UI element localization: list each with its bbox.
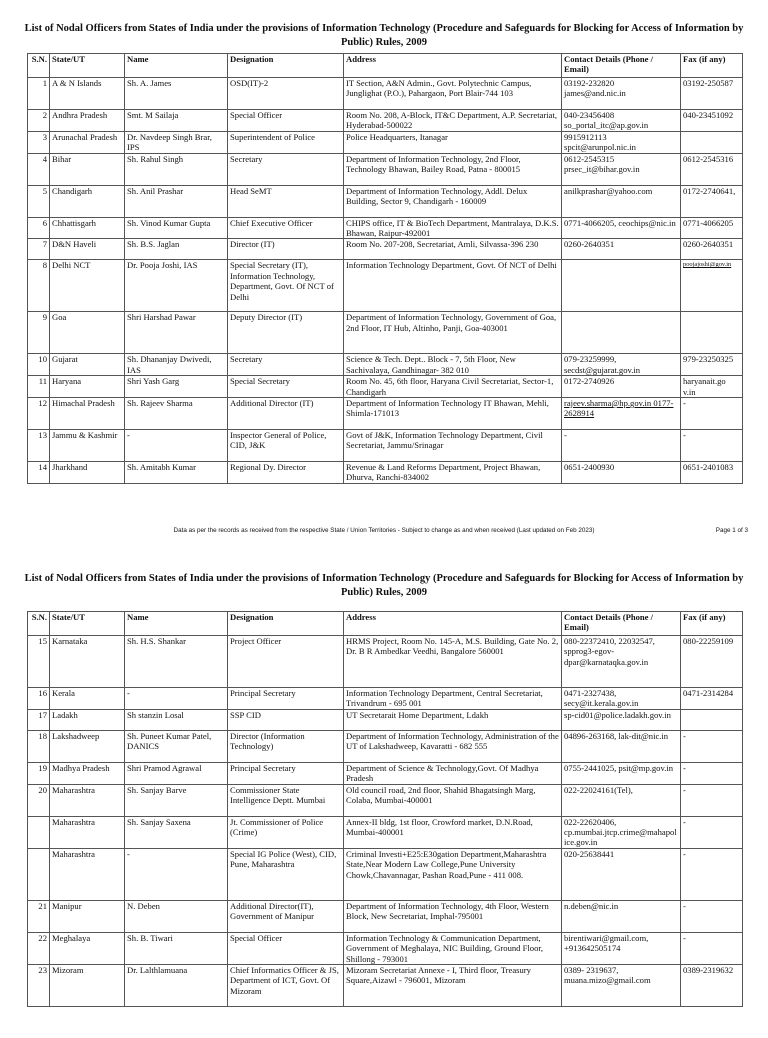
cell-fax: 0771-4066205 bbox=[681, 217, 743, 239]
cell-name: Sh. Vinod Kumar Gupta bbox=[125, 217, 228, 239]
nodal-officers-table bbox=[27, 611, 743, 1007]
header-fax: Fax (if any) bbox=[681, 54, 743, 78]
cell-fax: - bbox=[681, 784, 743, 816]
cell-state: Jharkhand bbox=[50, 462, 125, 484]
table-row bbox=[28, 110, 743, 132]
table-row bbox=[28, 688, 743, 710]
table-row bbox=[28, 784, 743, 816]
cell-state: Lakshadweep bbox=[50, 730, 125, 762]
cell-address: Department of Information Technology IT Bhawan, Mehli, Shimla-171013 bbox=[344, 398, 562, 430]
cell-designation: Superintendent of Police bbox=[228, 131, 344, 153]
cell-address: IT Section, A&N Admin., Govt. Polytechnic Campus, Junglighat (P.O.), Pahargaon, Port Blair-744 103 bbox=[344, 78, 562, 110]
table-row bbox=[28, 398, 743, 430]
cell-designation: Special Secretary (IT), Information Technology, Department, Govt. Of NCT of Delhi bbox=[228, 260, 344, 312]
cell-address: Science & Tech. Dept.. Block - 7, 5th Floor, New Sachivalaya, Gandhinagar- 382 010 bbox=[344, 354, 562, 376]
cell-name: Shri Pramod Agrawal bbox=[125, 762, 228, 784]
cell-contact: 080-22372410, 22032547, spprog3-egov-dpar@karnataqka.gov.in bbox=[562, 636, 681, 688]
table-header-row bbox=[28, 54, 743, 78]
cell-sn: 15 bbox=[28, 636, 50, 688]
header-contact: Contact Details (Phone / Email) bbox=[562, 612, 681, 636]
cell-contact: n.deben@nic.in bbox=[562, 900, 681, 932]
cell-name: Dr. Pooja Joshi, IAS bbox=[125, 260, 228, 312]
table-row bbox=[28, 709, 743, 730]
cell-name: - bbox=[125, 848, 228, 900]
cell-address: Department of Information Technology, 4th Floor, Western Block, New Secretariat, Imphal-795001 bbox=[344, 900, 562, 932]
cell-address: Criminal Investi+E25:E30gation Department,Maharashtra State,Near Modern Law College,Pune University Chowk,Chavannagar, Pashan Road,Pune - 411 008. bbox=[344, 848, 562, 900]
cell-contact: rajeev.sharma@hp.gov.in 0177- 2628914 bbox=[562, 398, 681, 430]
cell-designation: Director (IT) bbox=[228, 239, 344, 260]
footer-note: Data as per the records as received from the respective State / Union Territories - Subject to change as and when received (Last updated on Feb 2023) bbox=[173, 527, 595, 534]
cell-contact: 0389- 2319637, muana.mizo@gmail.com bbox=[562, 965, 681, 1007]
cell-designation: Commissioner State Intelligence Deptt. Mumbai bbox=[228, 784, 344, 816]
cell-fax: - bbox=[681, 900, 743, 932]
cell-address: UT Secretarait Home Department, Ldakh bbox=[344, 709, 562, 730]
cell-address: Mizoram Secretariat Annexe - I, Third floor, Treasury Square,Aizawl - 796001, Mizoram bbox=[344, 965, 562, 1007]
cell-designation: Special Officer bbox=[228, 110, 344, 132]
table-row bbox=[28, 153, 743, 185]
cell-state: A & N Islands bbox=[50, 78, 125, 110]
cell-name: Sh. A. James bbox=[125, 78, 228, 110]
cell-designation: Jt. Commissioner of Police (Crime) bbox=[228, 816, 344, 848]
cell-address: Department of Information Technology, 2nd Floor, Technology Bhawan, Bailey Road, Patna - 800015 bbox=[344, 153, 562, 185]
cell-fax: haryanait.go v.in bbox=[681, 376, 743, 398]
cell-designation: Chief Informatics Officer & JS, Department of ICT, Govt. Of Mizoram bbox=[228, 965, 344, 1007]
cell-name: Sh. Rahul Singh bbox=[125, 153, 228, 185]
cell-state: Gujarat bbox=[50, 354, 125, 376]
cell-designation: Director (Information Technology) bbox=[228, 730, 344, 762]
table-row bbox=[28, 430, 743, 462]
cell-address: Room No. 45, 6th floor, Haryana Civil Secretariat, Sector-1, Chandigarh bbox=[344, 376, 562, 398]
cell-name: Sh. B. Tiwari bbox=[125, 932, 228, 964]
header-name: Name bbox=[125, 612, 228, 636]
cell-name: Sh stanzin Losal bbox=[125, 709, 228, 730]
cell-state: Delhi NCT bbox=[50, 260, 125, 312]
cell-fax: 03192-250587 bbox=[681, 78, 743, 110]
cell-name: Smt. M Sailaja bbox=[125, 110, 228, 132]
cell-name: Shri Harshad Pawar bbox=[125, 312, 228, 354]
header-sn: S.N. bbox=[28, 54, 50, 78]
header-contact: Contact Details (Phone / Email) bbox=[562, 54, 681, 78]
cell-fax: 979-23250325 bbox=[681, 354, 743, 376]
cell-state: Goa bbox=[50, 312, 125, 354]
cell-name: Dr. Navdeep Singh Brar, IPS bbox=[125, 131, 228, 153]
cell-designation: Secretary bbox=[228, 354, 344, 376]
table-row bbox=[28, 848, 743, 900]
cell-state: Maharashtra bbox=[50, 848, 125, 900]
cell-contact: 022-22620406, cp.mumbai.jtcp.crime@mahapolice.gov.in bbox=[562, 816, 681, 848]
cell-contact bbox=[562, 312, 681, 354]
cell-sn: 21 bbox=[28, 900, 50, 932]
table-row bbox=[28, 816, 743, 848]
page-number: Page 1 of 3 bbox=[715, 527, 748, 534]
cell-name: Sh. Sanjay Saxena bbox=[125, 816, 228, 848]
cell-sn: 18 bbox=[28, 730, 50, 762]
table-row bbox=[28, 462, 743, 484]
header-designation: Designation bbox=[228, 612, 344, 636]
cell-state: Meghalaya bbox=[50, 932, 125, 964]
cell-sn: 22 bbox=[28, 932, 50, 964]
cell-contact: 0755-2441025, psit@mp.gov.in bbox=[562, 762, 681, 784]
cell-address: Department of Information Technology, Administration of the UT of Lakshadweep, Kavaratti - 682 555 bbox=[344, 730, 562, 762]
cell-name: Sh. Puneet Kumar Patel, DANICS bbox=[125, 730, 228, 762]
table-row bbox=[28, 260, 743, 312]
header-state: State/UT bbox=[50, 54, 125, 78]
table-row bbox=[28, 636, 743, 688]
cell-sn: 13 bbox=[28, 430, 50, 462]
cell-fax: 0612-2545316 bbox=[681, 153, 743, 185]
table-row bbox=[28, 965, 743, 1007]
cell-fax: 0260-2640351 bbox=[681, 239, 743, 260]
cell-fax: - bbox=[681, 816, 743, 848]
cell-address: Department of Information Technology, Government of Goa, 2nd Floor, IT Hub, Altinho, Panji, Goa-403001 bbox=[344, 312, 562, 354]
cell-fax: 0471-2314284 bbox=[681, 688, 743, 710]
cell-designation: Special IG Police (West), CID, Pune, Maharashtra bbox=[228, 848, 344, 900]
page-title: List of Nodal Officers from States of India under the provisions of Information Technology (Procedure and Safeguards for Blocking for Access of Information by Public) Rules, 2009 bbox=[24, 23, 744, 48]
cell-fax: - bbox=[681, 848, 743, 900]
cell-name: Sh. Rajeev Sharma bbox=[125, 398, 228, 430]
cell-address: Annex-II bldg, 1st floor, Crowford market, D.N.Road, Mumbai-400001 bbox=[344, 816, 562, 848]
cell-state: D&N Haveli bbox=[50, 239, 125, 260]
header-name: Name bbox=[125, 54, 228, 78]
cell-name: - bbox=[125, 430, 228, 462]
cell-contact bbox=[562, 260, 681, 312]
cell-address: Information Technology Department, Govt. Of NCT of Delhi bbox=[344, 260, 562, 312]
cell-name: Dr. Lalthlamuana bbox=[125, 965, 228, 1007]
cell-designation: Special Officer bbox=[228, 932, 344, 964]
cell-sn: 4 bbox=[28, 153, 50, 185]
cell-name: Shri Yash Garg bbox=[125, 376, 228, 398]
cell-sn: 8 bbox=[28, 260, 50, 312]
cell-contact: sp-cid01@police.ladakh.gov.in bbox=[562, 709, 681, 730]
header-address: Address bbox=[344, 54, 562, 78]
cell-address: Revenue & Land Reforms Department, Project Bhawan, Dhurva, Ranchi-834002 bbox=[344, 462, 562, 484]
cell-sn: 19 bbox=[28, 762, 50, 784]
cell-designation: Deputy Director (IT) bbox=[228, 312, 344, 354]
page-title: List of Nodal Officers from States of India under the provisions of Information Technology (Procedure and Safeguards for Blocking for Access of Information by Public) Rules, 2009 bbox=[24, 573, 744, 598]
table-header-row bbox=[28, 612, 743, 636]
cell-contact: 0260-2640351 bbox=[562, 239, 681, 260]
cell-name: Sh. Amitabh Kumar bbox=[125, 462, 228, 484]
cell-sn: 3 bbox=[28, 131, 50, 153]
cell-name: Sh. Sanjay Barve bbox=[125, 784, 228, 816]
cell-sn: 12 bbox=[28, 398, 50, 430]
cell-designation: Inspector General of Police, CID, J&K bbox=[228, 430, 344, 462]
header-state: State/UT bbox=[50, 612, 125, 636]
cell-state: Chandigarh bbox=[50, 185, 125, 217]
cell-sn bbox=[28, 816, 50, 848]
cell-sn: 6 bbox=[28, 217, 50, 239]
cell-contact: 9915912113 spcit@arunpol.nic.in bbox=[562, 131, 681, 153]
cell-name: Sh. H.S. Shankar bbox=[125, 636, 228, 688]
cell-state: Andhra Pradesh bbox=[50, 110, 125, 132]
table-row bbox=[28, 730, 743, 762]
cell-sn bbox=[28, 848, 50, 900]
cell-fax: 080-22259109 bbox=[681, 636, 743, 688]
cell-fax bbox=[681, 709, 743, 730]
cell-designation: Additional Director(IT), Government of Manipur bbox=[228, 900, 344, 932]
page-2 bbox=[0, 545, 768, 1038]
cell-name: Sh. Anil Prashar bbox=[125, 185, 228, 217]
cell-state: Madhya Pradesh bbox=[50, 762, 125, 784]
cell-designation: Special Secretary bbox=[228, 376, 344, 398]
table-row bbox=[28, 376, 743, 398]
cell-sn: 14 bbox=[28, 462, 50, 484]
cell-contact: - bbox=[562, 430, 681, 462]
cell-contact: 04896-263168, lak-dit@nic.in bbox=[562, 730, 681, 762]
cell-state: Kerala bbox=[50, 688, 125, 710]
cell-designation: Secretary bbox=[228, 153, 344, 185]
table-row bbox=[28, 312, 743, 354]
cell-contact: anilkprashar@yahoo.com bbox=[562, 185, 681, 217]
cell-contact: 020-25638441 bbox=[562, 848, 681, 900]
cell-contact: 0471-2327438, secy@it.kerala.gov.in bbox=[562, 688, 681, 710]
cell-sn: 2 bbox=[28, 110, 50, 132]
cell-address: Room No. 207-208, Secretariat, Amli, Silvassa-396 230 bbox=[344, 239, 562, 260]
cell-name: - bbox=[125, 688, 228, 710]
cell-state: Jammu & Kashmir bbox=[50, 430, 125, 462]
table-row bbox=[28, 354, 743, 376]
cell-address: Department of Science & Technology,Govt. Of Madhya Pradesh bbox=[344, 762, 562, 784]
cell-sn: 5 bbox=[28, 185, 50, 217]
cell-designation: Project Officer bbox=[228, 636, 344, 688]
cell-state: Ladakh bbox=[50, 709, 125, 730]
cell-fax: 0389-2319632 bbox=[681, 965, 743, 1007]
cell-state: Himachal Pradesh bbox=[50, 398, 125, 430]
cell-address: Department of Information Technology, Addl. Delux Building, Sector 9, Chandigarh - 160009 bbox=[344, 185, 562, 217]
cell-sn: 10 bbox=[28, 354, 50, 376]
cell-state: Haryana bbox=[50, 376, 125, 398]
header-sn: S.N. bbox=[28, 612, 50, 636]
cell-fax bbox=[681, 312, 743, 354]
cell-state: Maharashtra bbox=[50, 816, 125, 848]
cell-designation: Additional Director (IT) bbox=[228, 398, 344, 430]
cell-designation: Head SeMT bbox=[228, 185, 344, 217]
cell-address: Information Technology Department, Central Secretariat, Trivandrum - 695 001 bbox=[344, 688, 562, 710]
header-designation: Designation bbox=[228, 54, 344, 78]
table-row bbox=[28, 239, 743, 260]
table-row bbox=[28, 78, 743, 110]
cell-name: Sh. Dhananjay Dwivedi, IAS bbox=[125, 354, 228, 376]
cell-name: Sh. B.S. Jaglan bbox=[125, 239, 228, 260]
cell-contact: 0771-4066205, ceochips@nic.in bbox=[562, 217, 681, 239]
header-fax: Fax (if any) bbox=[681, 612, 743, 636]
cell-address: Old council road, 2nd floor, Shahid Bhagatsingh Marg, Colaba, Mumbai-400001 bbox=[344, 784, 562, 816]
cell-state: Chhattisgarh bbox=[50, 217, 125, 239]
cell-address: Room No. 208, A-Block, IT&C Department, A.P. Secretariat, Hyderabad-500022 bbox=[344, 110, 562, 132]
cell-contact: 079-23259999, secdst@gujarat.gov.in bbox=[562, 354, 681, 376]
cell-fax: 0651-2401083 bbox=[681, 462, 743, 484]
table-row bbox=[28, 762, 743, 784]
table-row bbox=[28, 932, 743, 964]
cell-sn: 16 bbox=[28, 688, 50, 710]
header-address: Address bbox=[344, 612, 562, 636]
cell-fax: - bbox=[681, 398, 743, 430]
cell-designation: Chief Executive Officer bbox=[228, 217, 344, 239]
cell-sn: 7 bbox=[28, 239, 50, 260]
cell-sn: 9 bbox=[28, 312, 50, 354]
cell-address: Information Technology & Communication Department, Government of Meghalaya, NIC Building, Ground Floor, Shillong - 793001 bbox=[344, 932, 562, 964]
cell-sn: 20 bbox=[28, 784, 50, 816]
cell-designation: Principal Secretary bbox=[228, 762, 344, 784]
cell-address: HRMS Project, Room No. 145-A, M.S. Building, Gate No. 2, Dr. B R Ambedkar Veedhi, Bangalore 560001 bbox=[344, 636, 562, 688]
cell-fax: 040-23451092 bbox=[681, 110, 743, 132]
cell-fax: 0172-2740641, bbox=[681, 185, 743, 217]
table-row bbox=[28, 185, 743, 217]
cell-fax: - bbox=[681, 430, 743, 462]
cell-state: Maharashtra bbox=[50, 784, 125, 816]
cell-contact: 0651-2400930 bbox=[562, 462, 681, 484]
cell-fax bbox=[681, 131, 743, 153]
cell-contact: 03192-232820 james@and.nic.in bbox=[562, 78, 681, 110]
table-row bbox=[28, 900, 743, 932]
cell-fax: - bbox=[681, 730, 743, 762]
cell-sn: 23 bbox=[28, 965, 50, 1007]
cell-fax: poojajoshi@gov.in bbox=[681, 260, 743, 312]
cell-name: N. Deben bbox=[125, 900, 228, 932]
nodal-officers-table bbox=[27, 53, 743, 484]
cell-state: Mizoram bbox=[50, 965, 125, 1007]
cell-state: Arunachal Pradesh bbox=[50, 131, 125, 153]
cell-designation: OSD(IT)-2 bbox=[228, 78, 344, 110]
cell-state: Manipur bbox=[50, 900, 125, 932]
cell-address: Police Headquarters, Itanagar bbox=[344, 131, 562, 153]
cell-contact: 022-22024161(Tel), bbox=[562, 784, 681, 816]
table-row bbox=[28, 217, 743, 239]
cell-address: Govt of J&K, Information Technology Department, Civil Secretariat, Jammu/Srinagar bbox=[344, 430, 562, 462]
cell-sn: 17 bbox=[28, 709, 50, 730]
cell-fax: - bbox=[681, 762, 743, 784]
cell-designation: Principal Secretary bbox=[228, 688, 344, 710]
cell-fax: - bbox=[681, 932, 743, 964]
cell-state: Bihar bbox=[50, 153, 125, 185]
cell-contact: 040-23456408 so_portal_itc@ap.gov.in bbox=[562, 110, 681, 132]
cell-address: CHIPS office, IT & BioTech Department, Mantralaya, D.K.S. Bhawan, Raipur-492001 bbox=[344, 217, 562, 239]
cell-contact: birentiwari@gmail.com, +913642505174 bbox=[562, 932, 681, 964]
cell-contact: 0612-2545315 prsec_it@bihar.gov.in bbox=[562, 153, 681, 185]
cell-sn: 1 bbox=[28, 78, 50, 110]
cell-contact: 0172-2740926 bbox=[562, 376, 681, 398]
cell-designation: Regional Dy. Director bbox=[228, 462, 344, 484]
cell-state: Karnataka bbox=[50, 636, 125, 688]
cell-sn: 11 bbox=[28, 376, 50, 398]
cell-designation: SSP CID bbox=[228, 709, 344, 730]
table-row bbox=[28, 131, 743, 153]
